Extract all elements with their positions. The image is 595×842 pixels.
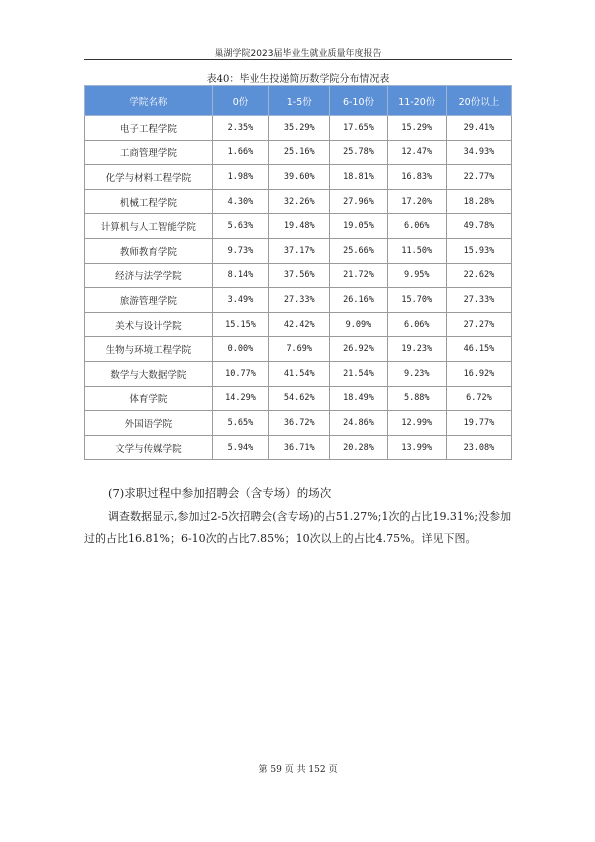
percent-cell: 32.26% [269,189,330,214]
percent-cell: 27.33% [269,288,330,313]
percent-cell: 36.71% [269,435,330,460]
college-name-cell: 教师教育学院 [85,238,213,263]
percent-cell: 19.48% [269,214,330,239]
percent-cell: 9.09% [330,312,387,337]
percent-cell: 12.99% [387,411,446,436]
page-footer: 第 59 页 共 152 页 [258,765,338,775]
college-name-cell: 外国语学院 [85,411,213,436]
percent-cell: 8.14% [212,263,268,288]
percent-cell: 6.06% [387,312,446,337]
percent-cell: 15.29% [387,116,446,141]
percent-cell: 29.41% [446,116,511,141]
percent-cell: 34.93% [446,140,511,165]
percent-cell: 15.93% [446,238,511,263]
percent-cell: 54.62% [269,386,330,411]
header-cell-1-5: 1-5份 [269,86,330,116]
table-row [85,189,512,214]
percent-cell: 17.65% [330,116,387,141]
header-cell-college: 学院名称 [85,86,213,116]
table-caption: 表40：毕业生投递简历数学院分布情况表 [206,74,390,85]
table-row [85,214,512,239]
percent-cell: 21.54% [330,361,387,386]
percent-cell: 22.77% [446,165,511,190]
table-row [85,386,512,411]
percent-cell: 49.78% [446,214,511,239]
table-row [85,312,512,337]
percent-cell: 1.66% [212,140,268,165]
college-name-cell: 体育学院 [85,386,213,411]
section-heading: (7)求职过程中参加招聘会（含专场）的场次 [108,486,332,500]
table-row [85,238,512,263]
percent-cell: 5.63% [212,214,268,239]
percent-cell: 16.83% [387,165,446,190]
college-name-cell: 数学与大数据学院 [85,361,213,386]
percent-cell: 27.33% [446,288,511,313]
percent-cell: 23.08% [446,435,511,460]
percent-cell: 36.72% [269,411,330,436]
percent-cell: 39.60% [269,165,330,190]
table-row [85,140,512,165]
table-row [85,435,512,460]
percent-cell: 15.15% [212,312,268,337]
percent-cell: 18.28% [446,189,511,214]
percent-cell: 6.72% [446,386,511,411]
percent-cell: 26.92% [330,337,387,362]
percent-cell: 19.23% [387,337,446,362]
table-row [85,288,512,313]
percent-cell: 42.42% [269,312,330,337]
percent-cell: 4.30% [212,189,268,214]
percent-cell: 26.16% [330,288,387,313]
percent-cell: 22.62% [446,263,511,288]
college-name-cell: 化学与材料工程学院 [85,165,213,190]
table-row [85,263,512,288]
table-row [85,361,512,386]
percent-cell: 12.47% [387,140,446,165]
college-name-cell: 机械工程学院 [85,189,213,214]
percent-cell: 18.49% [330,386,387,411]
percent-cell: 27.96% [330,189,387,214]
college-name-cell: 美术与设计学院 [85,312,213,337]
page-header-title: 巢湖学院2023届毕业生就业质量年度报告 [214,49,382,59]
header-cell-6-10: 6-10份 [330,86,387,116]
percent-cell: 17.20% [387,189,446,214]
percent-cell: 7.69% [269,337,330,362]
table-body [85,116,512,460]
percent-cell: 3.49% [212,288,268,313]
percent-cell: 9.95% [387,263,446,288]
college-name-cell: 经济与法学学院 [85,263,213,288]
percent-cell: 13.99% [387,435,446,460]
percent-cell: 21.72% [330,263,387,288]
percent-cell: 24.86% [330,411,387,436]
percent-cell: 5.88% [387,386,446,411]
header-divider [84,59,512,60]
percent-cell: 9.73% [212,238,268,263]
percent-cell: 35.29% [269,116,330,141]
percent-cell: 41.54% [269,361,330,386]
college-name-cell: 文学与传媒学院 [85,435,213,460]
percent-cell: 15.70% [387,288,446,313]
percent-cell: 5.94% [212,435,268,460]
header-cell-0: 0份 [212,86,268,116]
table-row [85,411,512,436]
percent-cell: 11.50% [387,238,446,263]
percent-cell: 10.77% [212,361,268,386]
percent-cell: 37.56% [269,263,330,288]
header-cell-20-plus: 20份以上 [446,86,511,116]
percent-cell: 27.27% [446,312,511,337]
college-name-cell: 生物与环境工程学院 [85,337,213,362]
percent-cell: 0.00% [212,337,268,362]
percent-cell: 25.66% [330,238,387,263]
header-cell-11-20: 11-20份 [387,86,446,116]
percent-cell: 5.65% [212,411,268,436]
table-row [85,116,512,141]
percent-cell: 25.78% [330,140,387,165]
percent-cell: 25.16% [269,140,330,165]
resume-distribution-table [84,85,512,460]
college-name-cell: 工商管理学院 [85,140,213,165]
table-row [85,337,512,362]
college-name-cell: 旅游管理学院 [85,288,213,313]
percent-cell: 2.35% [212,116,268,141]
percent-cell: 1.98% [212,165,268,190]
percent-cell: 9.23% [387,361,446,386]
college-name-cell: 电子工程学院 [85,116,213,141]
percent-cell: 19.05% [330,214,387,239]
percent-cell: 20.28% [330,435,387,460]
section-paragraph: 调查数据显示,参加过2-5次招聘会(含专场)的占51.27%;1次的占比19.31%;没参加过的占比16.81%；6-10次的占比7.85%；10次以上的占比4.75%。详见下图。 [84,510,512,545]
percent-cell: 6.06% [387,214,446,239]
percent-cell: 14.29% [212,386,268,411]
percent-cell: 19.77% [446,411,511,436]
percent-cell: 37.17% [269,238,330,263]
percent-cell: 16.92% [446,361,511,386]
table-row [85,165,512,190]
percent-cell: 46.15% [446,337,511,362]
table-header-row [85,86,512,116]
percent-cell: 18.81% [330,165,387,190]
college-name-cell: 计算机与人工智能学院 [85,214,213,239]
